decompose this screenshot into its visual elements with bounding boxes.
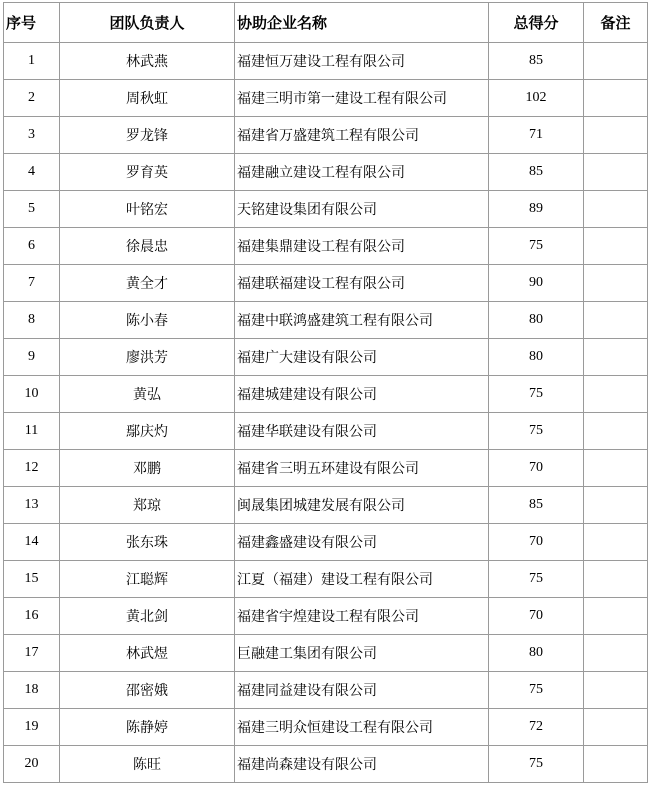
cell-company: 福建华联建设有限公司 [235,413,489,450]
cell-company: 福建城建建设有限公司 [235,376,489,413]
table-row [4,709,648,746]
cell-score: 90 [489,265,584,302]
cell-note [584,635,648,672]
cell-note [584,598,648,635]
cell-company: 福建恒万建设工程有限公司 [235,43,489,80]
cell-note [584,413,648,450]
cell-leader: 邵密娥 [60,672,235,709]
table-row [4,302,648,339]
header-leader: 团队负责人 [60,3,235,43]
cell-leader: 鄢庆灼 [60,413,235,450]
cell-note [584,191,648,228]
cell-note [584,709,648,746]
header-note: 备注 [584,3,648,43]
cell-note [584,450,648,487]
cell-company: 闽晟集团城建发展有限公司 [235,487,489,524]
cell-score: 75 [489,746,584,783]
header-seq: 序号 [4,3,60,43]
cell-leader: 林武燕 [60,43,235,80]
cell-seq: 10 [4,376,60,413]
cell-note [584,339,648,376]
table-row [4,228,648,265]
cell-leader: 张东珠 [60,524,235,561]
cell-leader: 陈小春 [60,302,235,339]
cell-company: 天铭建设集团有限公司 [235,191,489,228]
cell-note [584,265,648,302]
cell-leader: 黄北剑 [60,598,235,635]
cell-seq: 9 [4,339,60,376]
cell-score: 85 [489,154,584,191]
table-row [4,487,648,524]
cell-seq: 5 [4,191,60,228]
table-row [4,376,648,413]
cell-seq: 14 [4,524,60,561]
cell-note [584,672,648,709]
table-body [4,43,648,783]
table-row [4,117,648,154]
cell-score: 70 [489,598,584,635]
table-row [4,672,648,709]
cell-note [584,561,648,598]
cell-seq: 8 [4,302,60,339]
cell-leader: 林武煜 [60,635,235,672]
cell-note [584,302,648,339]
cell-leader: 徐晨忠 [60,228,235,265]
cell-company: 福建鑫盛建设有限公司 [235,524,489,561]
header-company: 协助企业名称 [235,3,489,43]
cell-note [584,746,648,783]
cell-leader: 叶铭宏 [60,191,235,228]
cell-company: 福建三明众恒建设工程有限公司 [235,709,489,746]
table-row [4,598,648,635]
cell-leader: 罗龙锋 [60,117,235,154]
table-row [4,746,648,783]
cell-score: 75 [489,672,584,709]
cell-seq: 11 [4,413,60,450]
cell-seq: 16 [4,598,60,635]
cell-seq: 19 [4,709,60,746]
table-row [4,339,648,376]
header-score: 总得分 [489,3,584,43]
cell-company: 福建集鼎建设工程有限公司 [235,228,489,265]
cell-leader: 罗育英 [60,154,235,191]
cell-leader: 廖洪芳 [60,339,235,376]
cell-score: 102 [489,80,584,117]
cell-score: 71 [489,117,584,154]
cell-note [584,43,648,80]
cell-note [584,80,648,117]
table-row [4,561,648,598]
cell-company: 福建三明市第一建设工程有限公司 [235,80,489,117]
table-row [4,80,648,117]
cell-seq: 4 [4,154,60,191]
cell-seq: 6 [4,228,60,265]
cell-score: 75 [489,228,584,265]
cell-seq: 20 [4,746,60,783]
cell-company: 巨融建工集团有限公司 [235,635,489,672]
cell-leader: 江聪辉 [60,561,235,598]
cell-seq: 3 [4,117,60,154]
cell-score: 70 [489,524,584,561]
cell-company: 福建尚森建设有限公司 [235,746,489,783]
cell-company: 福建省宇煌建设工程有限公司 [235,598,489,635]
cell-leader: 陈静婷 [60,709,235,746]
table-row [4,191,648,228]
cell-company: 福建广大建设有限公司 [235,339,489,376]
cell-seq: 18 [4,672,60,709]
cell-score: 85 [489,487,584,524]
cell-company: 福建融立建设工程有限公司 [235,154,489,191]
cell-score: 75 [489,413,584,450]
cell-company: 福建中联鸿盛建筑工程有限公司 [235,302,489,339]
table-row [4,635,648,672]
cell-seq: 13 [4,487,60,524]
table-row [4,265,648,302]
cell-company: 福建联福建设工程有限公司 [235,265,489,302]
cell-score: 75 [489,561,584,598]
table-row [4,524,648,561]
cell-seq: 12 [4,450,60,487]
cell-score: 80 [489,302,584,339]
table-row [4,413,648,450]
cell-score: 72 [489,709,584,746]
cell-leader: 周秋虹 [60,80,235,117]
cell-leader: 黄弘 [60,376,235,413]
table-row [4,43,648,80]
cell-seq: 2 [4,80,60,117]
cell-seq: 15 [4,561,60,598]
cell-score: 70 [489,450,584,487]
cell-company: 福建省万盛建筑工程有限公司 [235,117,489,154]
table-row [4,450,648,487]
cell-score: 80 [489,635,584,672]
results-table [3,2,648,783]
cell-score: 75 [489,376,584,413]
table-row [4,154,648,191]
cell-seq: 1 [4,43,60,80]
cell-note [584,487,648,524]
cell-note [584,524,648,561]
cell-seq: 7 [4,265,60,302]
cell-company: 福建省三明五环建设有限公司 [235,450,489,487]
cell-score: 85 [489,43,584,80]
cell-score: 80 [489,339,584,376]
cell-note [584,376,648,413]
cell-leader: 郑琼 [60,487,235,524]
cell-seq: 17 [4,635,60,672]
cell-note [584,117,648,154]
header-row [4,3,648,43]
cell-note [584,154,648,191]
cell-company: 江夏（福建）建设工程有限公司 [235,561,489,598]
cell-leader: 黄全才 [60,265,235,302]
cell-leader: 邓鹏 [60,450,235,487]
cell-leader: 陈旺 [60,746,235,783]
cell-note [584,228,648,265]
cell-score: 89 [489,191,584,228]
cell-company: 福建同益建设有限公司 [235,672,489,709]
